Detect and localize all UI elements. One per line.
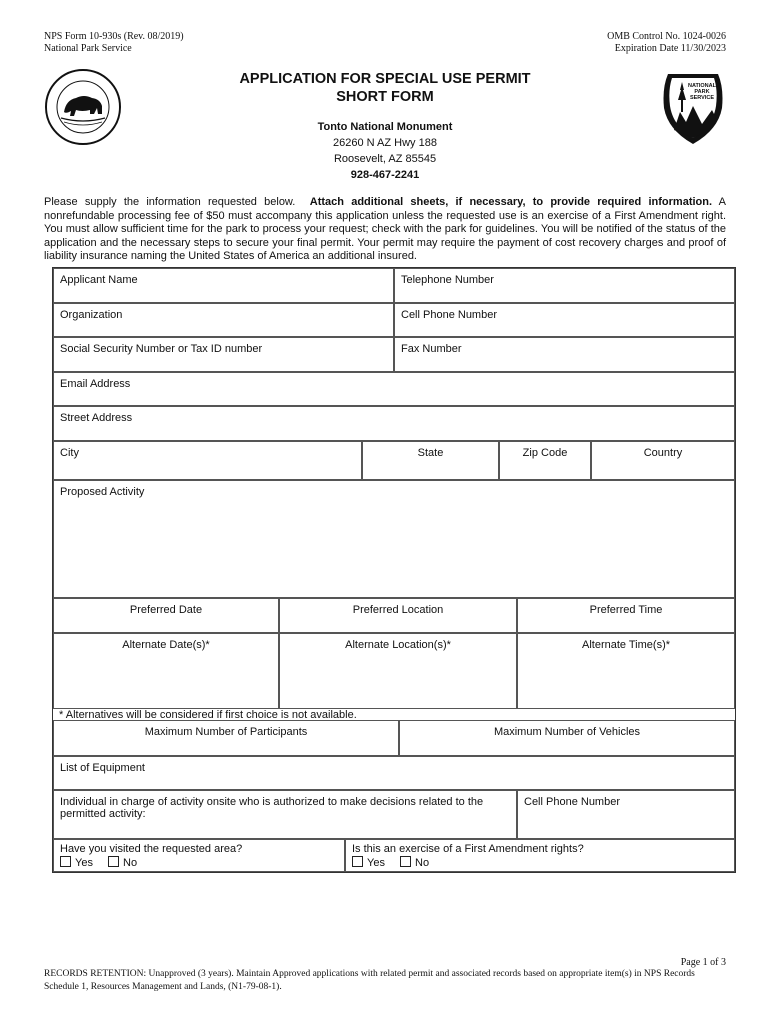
alternate-time-label: Alternate Time(s)* (581, 639, 671, 651)
email-field[interactable] (53, 372, 735, 406)
first-amendment-field (345, 839, 735, 872)
alternate-location-label: Alternate Location(s)* (345, 639, 451, 651)
alternate-time-field[interactable] (517, 633, 735, 709)
cell-phone-label: Cell Phone Number (401, 309, 497, 321)
park-name: Tonto National Monument (317, 121, 453, 133)
applicant-name-label: Applicant Name (60, 274, 138, 286)
proposed-activity-field[interactable] (53, 480, 735, 598)
max-vehicles-field[interactable] (399, 720, 735, 756)
email-label: Email Address (60, 378, 131, 390)
ssn-field[interactable] (53, 337, 394, 372)
max-participants-field[interactable] (53, 720, 399, 756)
country-field[interactable] (591, 441, 735, 480)
first-amendment-no-checkbox[interactable] (400, 856, 411, 867)
equipment-field[interactable] (53, 756, 735, 790)
telephone-field[interactable] (394, 268, 735, 303)
instructions (44, 196, 726, 264)
street-address-label: Street Address (60, 412, 133, 424)
preferred-date-field[interactable] (53, 598, 279, 633)
zip-code-label: Zip Code (522, 447, 568, 459)
city-field[interactable] (53, 441, 362, 480)
application-form (52, 267, 736, 873)
instructions-rest: A nonrefundable processing fee of $50 must accompany this application unless the requested use is an exercise of a First Amendment right. You must allow sufficient time for the park to process your request; check with the park for guidelines. You will be notified of the status of the application and the necessary steps to secure your final permit. Your permit may require the payment of cost recovery charges and proof of liability insurance naming the United States of America an additional insured. (44, 196, 726, 262)
visited-no-checkbox[interactable] (108, 856, 119, 867)
max-vehicles-label: Maximum Number of Vehicles (493, 726, 641, 738)
country-label: Country (643, 447, 683, 459)
preferred-date-label: Preferred Date (129, 604, 203, 616)
organization-label: Organization (60, 309, 123, 321)
records-retention: RECORDS RETENTION: Unapproved (3 years). Maintain Approved applications with related permit and associated records based on appropriate item(s) in NPS Records Schedule 1, Resources Management and Lands, (N1-79-08-1). (44, 969, 695, 992)
doi-seal-icon (44, 68, 122, 146)
park-city: Roosevelt, AZ 85545 (333, 153, 437, 165)
omb-control: OMB Control No. 1024-0026 (607, 31, 726, 42)
fax-field[interactable] (394, 337, 735, 372)
park-info (235, 119, 535, 183)
alternate-date-label: Alternate Date(s)* (122, 639, 210, 651)
proposed-activity-label: Proposed Activity (60, 486, 145, 498)
visited-area-field (53, 839, 345, 872)
telephone-label: Telephone Number (401, 274, 494, 286)
ssn-label: Social Security Number or Tax ID number (60, 343, 263, 355)
zip-code-field[interactable] (499, 441, 591, 480)
individual-cell-phone-field[interactable] (517, 790, 735, 839)
park-street: 26260 N AZ Hwy 188 (333, 137, 437, 149)
park-phone: 928-467-2241 (350, 169, 420, 181)
alternatives-note: * Alternatives will be considered if first choice is not available. (59, 709, 357, 721)
individual-in-charge-field[interactable] (53, 790, 517, 839)
instructions-bold: Attach additional sheets, if necessary, to provide required information. (309, 196, 713, 208)
preferred-time-label: Preferred Time (589, 604, 663, 616)
preferred-location-label: Preferred Location (352, 604, 444, 616)
street-address-field[interactable] (53, 406, 735, 441)
first-amendment-yes-label: Yes (367, 857, 385, 869)
preferred-time-field[interactable] (517, 598, 735, 633)
fax-label: Fax Number (401, 343, 462, 355)
visited-area-question: Have you visited the requested area? (60, 843, 243, 855)
preferred-location-field[interactable] (279, 598, 517, 633)
individual-cell-phone-label: Cell Phone Number (524, 796, 620, 808)
visited-yes-checkbox[interactable] (60, 856, 71, 867)
applicant-name-field[interactable] (53, 268, 394, 303)
alternate-date-field[interactable] (53, 633, 279, 709)
visited-yes-label: Yes (75, 857, 93, 869)
visited-no-label: No (123, 857, 138, 869)
first-amendment-yes-checkbox[interactable] (352, 856, 363, 867)
form-number: NPS Form 10-930s (Rev. 08/2019) (44, 31, 184, 42)
form-title: APPLICATION FOR SPECIAL USE PERMIT SHORT FORM (239, 71, 531, 105)
equipment-label: List of Equipment (60, 762, 145, 774)
instructions-lead: Please supply the information requested below. (44, 196, 296, 208)
cell-phone-field[interactable] (394, 303, 735, 337)
state-label: State (417, 447, 444, 459)
first-amendment-no-label: No (415, 857, 430, 869)
max-participants-label: Maximum Number of Participants (144, 726, 308, 738)
state-field[interactable] (362, 441, 499, 480)
city-label: City (60, 447, 79, 459)
nps-arrowhead-icon (660, 70, 726, 146)
nps-logo-text: NATIONAL PARK SERVICE (687, 83, 716, 101)
agency-name: National Park Service (44, 43, 132, 54)
page-number: Page 1 of 3 (680, 957, 726, 968)
individual-in-charge-label: Individual in charge of activity onsite who is authorized to make decisions related to the permitted activity: (60, 796, 484, 820)
alternate-location-field[interactable] (279, 633, 517, 709)
expiration-date: Expiration Date 11/30/2023 (614, 43, 726, 54)
organization-field[interactable] (53, 303, 394, 337)
first-amendment-question: Is this an exercise of a First Amendment rights? (352, 843, 584, 855)
